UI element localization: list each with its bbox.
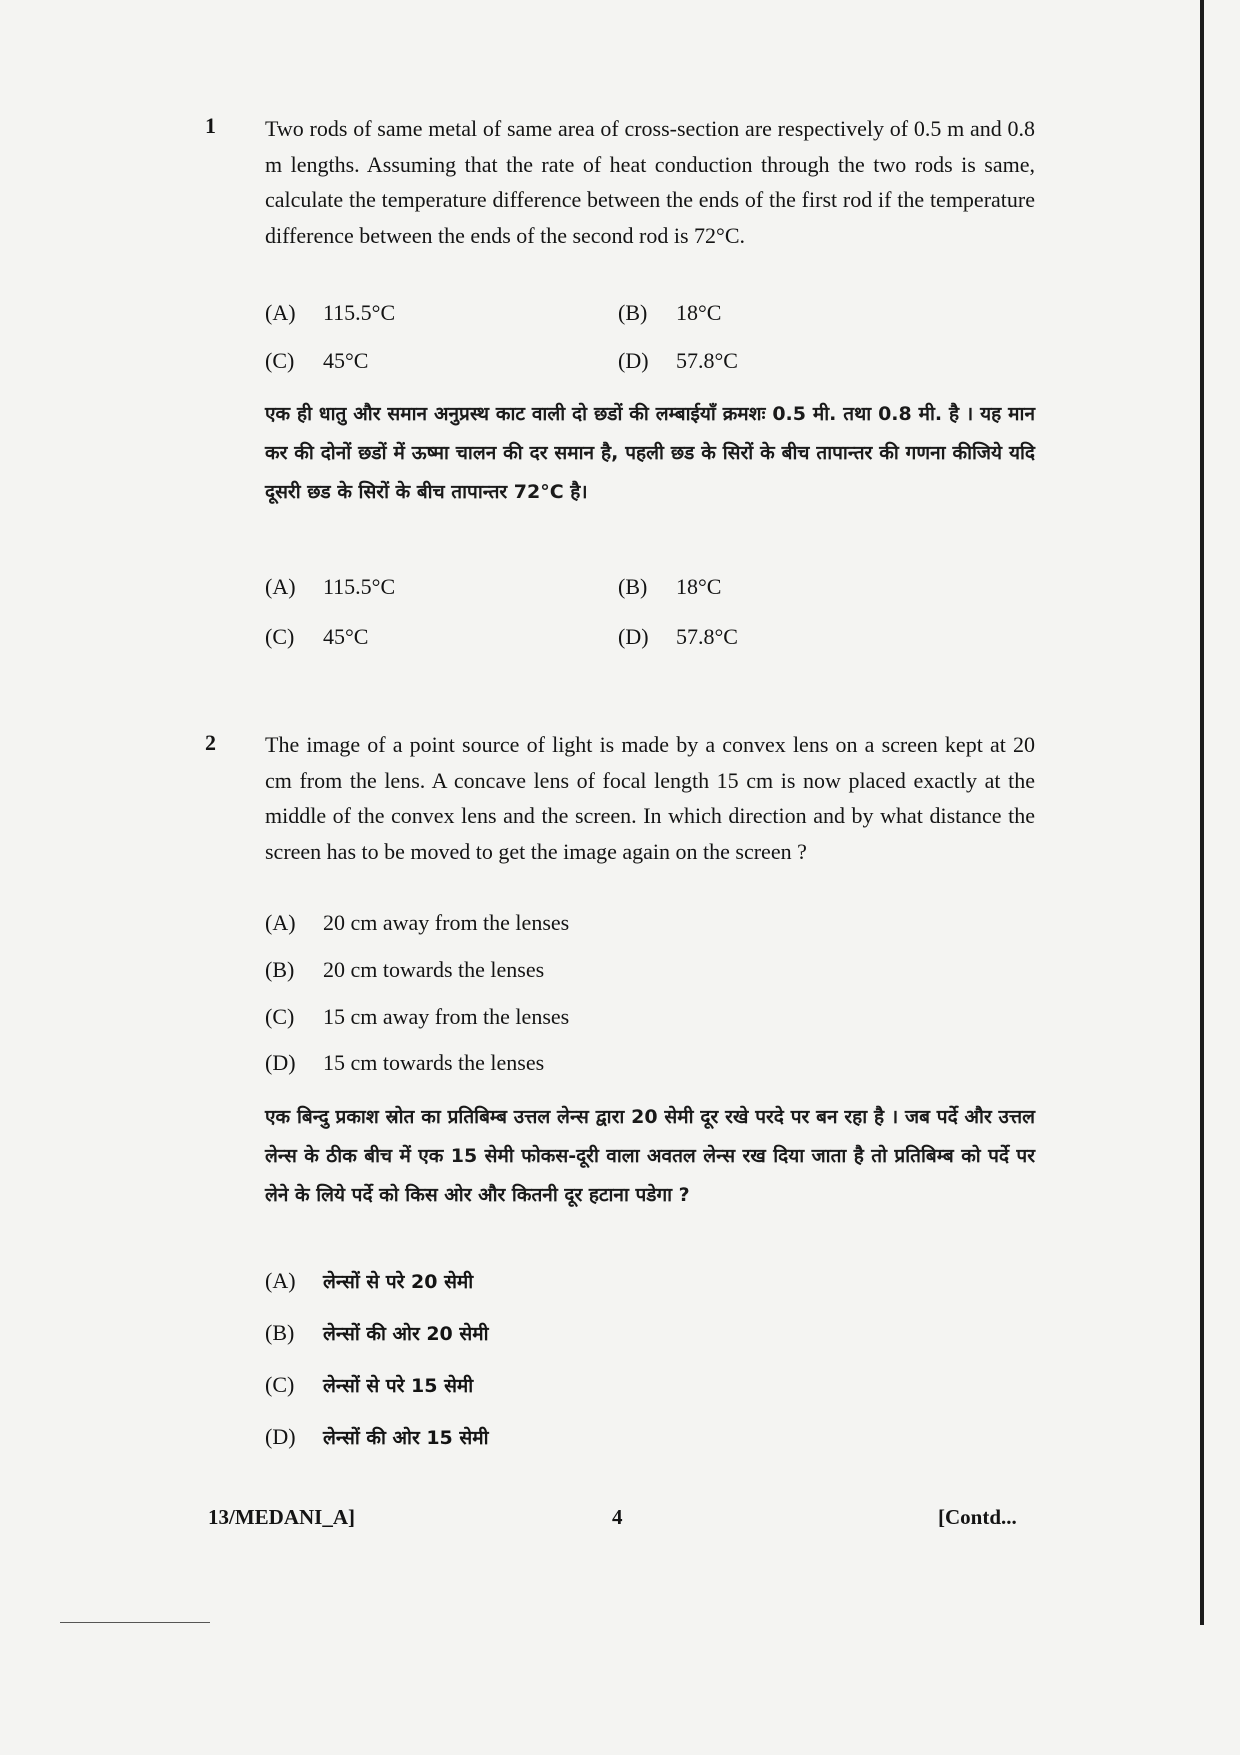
q1-option-a-en: [265, 300, 395, 326]
option-label: (D): [265, 1424, 296, 1449]
option-label: (B): [265, 1320, 295, 1345]
option-text: लेन्सों से परे 20 सेमी: [323, 1271, 474, 1293]
q2-option-d-en: [265, 1050, 544, 1076]
option-label: (B): [265, 957, 295, 982]
option-text: 18°C: [676, 574, 722, 599]
option-text: 115.5°C: [323, 574, 396, 599]
question-2-hindi: एक बिन्दु प्रकाश स्रोत का प्रतिबिम्ब उत्तल लेन्स द्वारा 20 सेमी दूर रखे परदे पर बन रहा है । जब पर्दे और उत्तल लेन्स के ठीक बीच में एक 15 सेमी फोकस-दूरी वाला अवतल लेन्स रख दिया जाता है तो प्रतिबिम्ब को पर्दे पर लेने के लिये पर्दे को किस ओर और कितनी दूर हटाना पडेगा ?: [265, 1106, 1035, 1206]
option-label: (A): [265, 574, 296, 599]
option-text: 20 cm towards the lenses: [323, 957, 545, 982]
question-2-number: 2: [205, 730, 216, 755]
q2-option-a-en: [265, 910, 569, 936]
option-label: (D): [618, 624, 649, 649]
question-1-english: Two rods of same metal of same area of cross-section are respectively of 0.5 m and 0.8 m lengths. Assuming that the rate of heat conduction through the two rods is same, calculate the temperature difference between the ends of the first rod if the temperature difference between the ends of the second rod is 72°C.: [265, 116, 1035, 248]
option-label: (D): [618, 348, 649, 373]
q1-option-d-hi: [618, 624, 738, 650]
option-label: (A): [265, 1268, 296, 1293]
option-label: (B): [618, 574, 648, 599]
option-text: 45°C: [323, 624, 369, 649]
q1-option-c-hi: [265, 624, 368, 650]
paper-code: 13/MEDANI_A]: [208, 1505, 355, 1529]
option-label: (C): [265, 624, 295, 649]
q1-option-d-en: [618, 348, 738, 374]
page-number: 4: [612, 1505, 623, 1529]
q2-option-b-en: [265, 957, 544, 983]
q2-option-d-hi: [265, 1424, 489, 1450]
option-label: (C): [265, 1004, 295, 1029]
option-label: (B): [618, 300, 648, 325]
q1-option-b-en: [618, 300, 721, 326]
option-text: लेन्सों से परे 15 सेमी: [323, 1375, 474, 1397]
q1-option-c-en: [265, 348, 368, 374]
option-text: 15 cm towards the lenses: [323, 1050, 545, 1075]
option-text: 57.8°C: [676, 624, 738, 649]
q2-option-a-hi: [265, 1268, 473, 1294]
option-text: 115.5°C: [323, 300, 396, 325]
option-label: (A): [265, 910, 296, 935]
option-label: (C): [265, 1372, 295, 1397]
option-label: (D): [265, 1050, 296, 1075]
q1-option-a-hi: [265, 574, 395, 600]
option-text: 20 cm away from the lenses: [323, 910, 570, 935]
continued-marker: [Contd...: [938, 1505, 1017, 1529]
option-label: (A): [265, 300, 296, 325]
question-1-number: 1: [205, 113, 216, 138]
option-text: लेन्सों की ओर 15 सेमी: [323, 1427, 489, 1449]
option-label: (C): [265, 348, 295, 373]
option-text: लेन्सों की ओर 20 सेमी: [323, 1323, 489, 1345]
page-edge-rule: [1200, 0, 1204, 1625]
q2-option-c-hi: [265, 1372, 473, 1398]
q2-option-b-hi: [265, 1320, 489, 1346]
question-2-english: The image of a point source of light is made by a convex lens on a screen kept at 20 cm from the lens. A concave lens of focal length 15 cm is now placed exactly at the middle of the convex lens and the screen. In which direction and by what distance the screen has to be moved to get the image again on the screen ?: [265, 732, 1035, 864]
option-text: 18°C: [676, 300, 722, 325]
q2-option-c-en: [265, 1004, 569, 1030]
question-1-hindi: एक ही धातु और समान अनुप्रस्थ काट वाली दो छडों की लम्बाईयाँ क्रमशः 0.5 मी. तथा 0.8 मी. है । यह मान कर की दोनों छडों में ऊष्मा चालन की दर समान है, पहली छड के सिरों के बीच तापान्तर की गणना कीजिये यदि दूसरी छड के सिरों के बीच तापान्तर 72°C है।: [265, 403, 1035, 503]
q1-option-b-hi: [618, 574, 721, 600]
option-text: 45°C: [323, 348, 369, 373]
option-text: 57.8°C: [676, 348, 738, 373]
bottom-scan-line: [60, 1622, 210, 1623]
option-text: 15 cm away from the lenses: [323, 1004, 570, 1029]
